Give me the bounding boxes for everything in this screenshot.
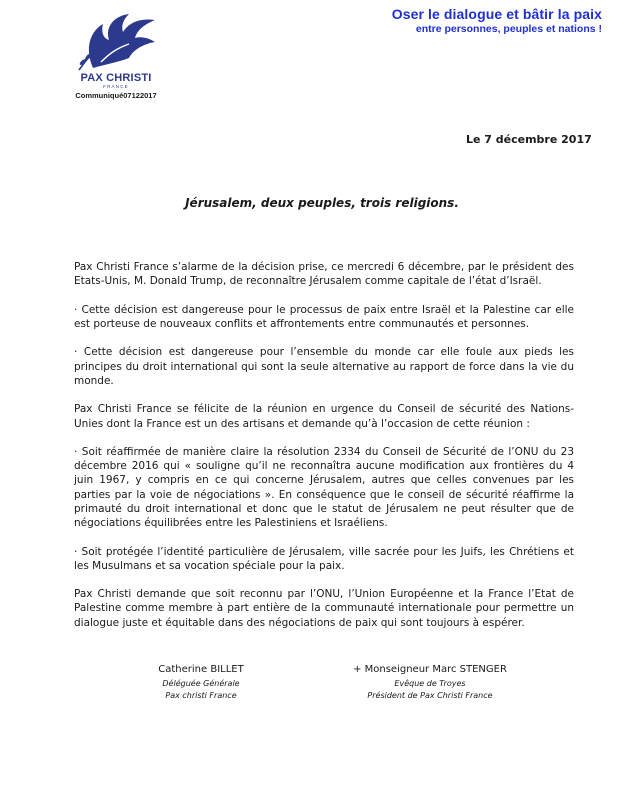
- signatory-name: Catherine BILLET: [158, 664, 244, 675]
- document-body: [74, 260, 574, 644]
- signatory-name: + Monseigneur Marc STENGER: [353, 664, 507, 675]
- document-date: Le 7 décembre 2017: [466, 133, 592, 146]
- logo-country: FRANCE: [103, 84, 129, 89]
- pax-christi-logo: [60, 10, 172, 100]
- logo-name: PAX CHRISTI: [80, 72, 152, 84]
- signatory-role: Evêque de Troyes: [394, 679, 466, 688]
- signature-block-billet: [116, 664, 286, 700]
- slogan: [392, 6, 602, 35]
- signatory-role: Déléguée Générale: [162, 679, 240, 688]
- document-title: Jérusalem, deux peuples, trois religions.: [185, 196, 459, 210]
- dove-with-olive-branch-icon: [71, 10, 161, 72]
- signatory-organization: Président de Pax Christi France: [367, 691, 493, 700]
- paragraph: · Cette décision est dangereuse pour le processus de paix entre Israël et la Palestine car elle est porteuse de nouveaux conflits et affrontements entre communautés et personnes.: [74, 303, 574, 330]
- slogan-line-2: entre personnes, peuples et nations !: [415, 23, 602, 35]
- paragraph: Pax Christi demande que soit reconnu par l’ONU, l’Union Européenne et la France l’Etat de Palestine comme membre à part entière de la communauté internationale pour permettre un dialogue juste et équitable dans des négociations de paix qui sont toujours à espérer.: [74, 588, 574, 629]
- slogan-line-1: Oser le dialogue et bâtir la paix: [391, 6, 602, 22]
- paragraph: · Soit protégée l’identité particulière de Jérusalem, ville sacrée pour les Juifs, les Chrétiens et les Musulmans et sa vocation spéciale pour la paix.: [74, 545, 574, 572]
- paragraph: Pax Christi France s’alarme de la décision prise, ce mercredi 6 décembre, par le président des Etats-Unis, M. Donald Trump, de reconnaître Jérusalem comme capitale de l’état d’Israël.: [74, 261, 574, 288]
- signature-block-stenger: [330, 664, 530, 700]
- paragraph: · Soit réaffirmée de manière claire la résolution 2334 du Conseil de Sécurité de l’ONU du 23 décembre 2016 qui « souligne qu’il ne reconnaîtra aucune modification aux frontières du 4 juin 1967, y compris en ce qui concerne Jérusalem, autres que celles convenues par les parties par la voie de négociations ». En conséquence que le conseil de sécurité réaffirme la primauté du droit international et donc que le statut de Jérusalem ne peut résulter que de négociations équilibrées entre les Palestiniens et Israéliens.: [74, 446, 574, 530]
- communique-reference: Communiqué07122017: [75, 91, 157, 100]
- signatory-organization: Pax christi France: [165, 691, 237, 700]
- paragraph: · Cette décision est dangereuse pour l’ensemble du monde car elle foule aux pieds les principes du droit international qui sont la seule alternative au rapport de force dans la vie du monde.: [74, 346, 574, 387]
- paragraph: Pax Christi France se félicite de la réunion en urgence du Conseil de sécurité des Nations-Unies dont la France est un des artisans et demande qu’à l’occasion de cette réunion :: [74, 403, 574, 430]
